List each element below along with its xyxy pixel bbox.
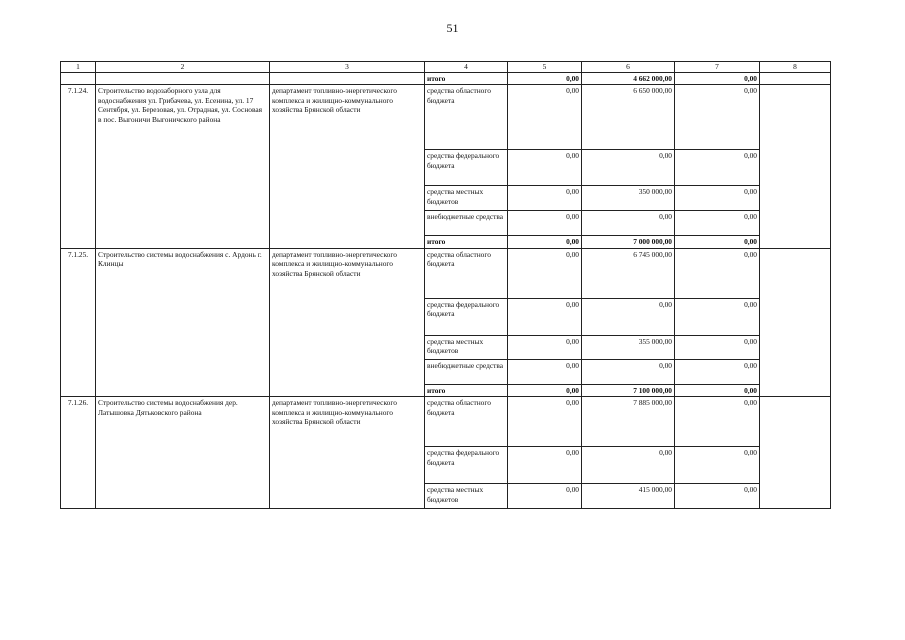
- source-label: внебюджетные средства: [425, 359, 508, 384]
- value-cell: 0,00: [508, 384, 582, 396]
- value-cell: 0,00: [582, 447, 675, 484]
- table-row: [61, 85, 831, 150]
- value-cell: 0,00: [675, 447, 760, 484]
- value-cell: 0,00: [675, 150, 760, 186]
- value-cell: 0,00: [508, 359, 582, 384]
- value-cell: 0,00: [582, 359, 675, 384]
- item-code: 7.1.26.: [61, 397, 96, 509]
- value-cell: 0,00: [675, 211, 760, 236]
- item-executor: департамент топливно-энергетического комплекса и жилищно-коммунального хозяйства Брянской области: [270, 248, 425, 396]
- source-label: средства местных бюджетов: [425, 335, 508, 359]
- column-header: 6: [582, 62, 675, 73]
- value-cell: 0,00: [582, 298, 675, 335]
- value-cell: 0,00: [675, 484, 760, 509]
- value-cell: 0,00: [582, 150, 675, 186]
- column-header: 3: [270, 62, 425, 73]
- value-cell: 0,00: [508, 484, 582, 509]
- value-cell: 0,00: [675, 73, 760, 85]
- source-label: средства местных бюджетов: [425, 484, 508, 509]
- item-code: 7.1.24.: [61, 85, 96, 248]
- source-label: итого: [425, 73, 508, 85]
- value-cell: 0,00: [508, 236, 582, 248]
- value-cell: 0,00: [675, 248, 760, 298]
- value-cell: 0,00: [508, 73, 582, 85]
- value-cell: 0,00: [675, 85, 760, 150]
- value-cell: 0,00: [675, 186, 760, 211]
- table-row: [61, 248, 831, 298]
- value-cell: 0,00: [508, 150, 582, 186]
- value-cell: 6 650 000,00: [582, 85, 675, 150]
- column-header-row: [61, 62, 831, 73]
- item-executor: департамент топливно-энергетического комплекса и жилищно-коммунального хозяйства Брянской области: [270, 397, 425, 509]
- source-label: итого: [425, 384, 508, 396]
- item-code: 7.1.25.: [61, 248, 96, 396]
- source-label: внебюджетные средства: [425, 211, 508, 236]
- source-label: средства федерального бюджета: [425, 150, 508, 186]
- column-header: 8: [760, 62, 831, 73]
- value-cell: 0,00: [675, 236, 760, 248]
- source-label: средства федерального бюджета: [425, 447, 508, 484]
- item-name: Строительство системы водоснабжения дер. Латышовка Дятьковского района: [96, 397, 270, 509]
- value-cell: 4 662 000,00: [582, 73, 675, 85]
- value-cell: 0,00: [508, 298, 582, 335]
- column-header: 7: [675, 62, 760, 73]
- value-cell: 415 000,00: [582, 484, 675, 509]
- column-header: 4: [425, 62, 508, 73]
- table-row: [61, 397, 831, 447]
- value-cell: 7 100 000,00: [582, 384, 675, 396]
- source-label: средства федерального бюджета: [425, 298, 508, 335]
- value-cell: 0,00: [508, 335, 582, 359]
- page-number: 51: [446, 21, 459, 35]
- value-cell: 355 000,00: [582, 335, 675, 359]
- value-cell: 6 745 000,00: [582, 248, 675, 298]
- value-cell: 0,00: [582, 211, 675, 236]
- value-cell: 0,00: [675, 335, 760, 359]
- value-cell: 0,00: [508, 211, 582, 236]
- value-cell: 0,00: [675, 359, 760, 384]
- value-cell: 0,00: [508, 248, 582, 298]
- value-cell: 350 000,00: [582, 186, 675, 211]
- value-cell: 0,00: [675, 298, 760, 335]
- value-cell: 7 885 000,00: [582, 397, 675, 447]
- value-cell: 0,00: [675, 384, 760, 396]
- value-cell: 0,00: [508, 447, 582, 484]
- column-header: 2: [96, 62, 270, 73]
- column-header: 1: [61, 62, 96, 73]
- value-cell: 7 000 000,00: [582, 236, 675, 248]
- value-cell: 0,00: [508, 186, 582, 211]
- item-name: Строительство системы водоснабжения с. Ардонь г. Клинцы: [96, 248, 270, 396]
- value-cell: 0,00: [508, 397, 582, 447]
- source-label: итого: [425, 236, 508, 248]
- source-label: средства местных бюджетов: [425, 186, 508, 211]
- source-label: средства областного бюджета: [425, 85, 508, 150]
- source-label: средства областного бюджета: [425, 397, 508, 447]
- column-header: 5: [508, 62, 582, 73]
- budget-table: [60, 61, 831, 509]
- source-label: средства областного бюджета: [425, 248, 508, 298]
- total-row: [61, 73, 831, 85]
- item-name: Строительство водозаборного узла для водоснабжения ул. Грибачева, ул. Есенина, ул. 17 Сентября, ул. Березовая, ул. Отрадная, ул. Сосновая в пос. Выгоничи Выгоничского района: [96, 85, 270, 248]
- value-cell: 0,00: [508, 85, 582, 150]
- item-executor: департамент топливно-энергетического комплекса и жилищно-коммунального хозяйства Брянской области: [270, 85, 425, 248]
- value-cell: 0,00: [675, 397, 760, 447]
